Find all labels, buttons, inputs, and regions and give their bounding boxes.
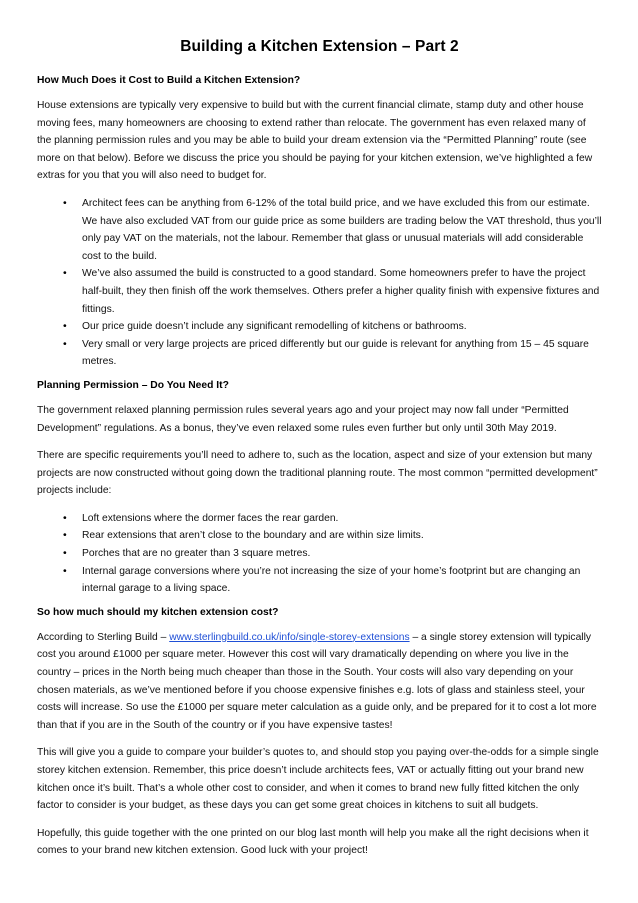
list-item: • Internal garage conversions where you’re not increasing the size of your home’s footprint but are changing an internal garage to a living space. bbox=[41, 563, 602, 598]
bullet-list-extras bbox=[37, 195, 602, 371]
paragraph-closing: Hopefully, this guide together with the one printed on our blog last month will help you make all the right decisions when it comes to your brand new kitchen extension. Good luck with your project! bbox=[37, 827, 589, 857]
list-item: • Loft extensions where the dormer faces the rear garden. bbox=[41, 510, 602, 528]
list-item: • Porches that are no greater than 3 square metres. bbox=[41, 545, 602, 563]
paragraph-planning-2: There are specific requirements you’ll need to adhere to, such as the location, aspect and size of your extension but many projects are now constructed without going down the traditional planning route. The most common “permitted development” projects include: bbox=[37, 450, 598, 497]
list-item: • Architect fees can be anything from 6-12% of the total build price, and we have excluded this from our estimate. We have also excluded VAT from our guide price as some builders are trading below the VAT threshold, thus you’ll only pay VAT on the materials, not the labour. Remember that glass or unusual materials will add considerable cost to the build. bbox=[41, 195, 602, 265]
list-item: • We’ve also assumed the build is constructed to a good standard. Some homeowners prefer to have the project half-built, they then finish off the work themselves. Others prefer a higher quality finish with expensive fixtures and fittings. bbox=[41, 265, 602, 318]
section-heading-planning: Planning Permission – Do You Need It? bbox=[37, 379, 229, 391]
page-title: Building a Kitchen Extension – Part 2 bbox=[180, 38, 459, 55]
bullet-list-permitted bbox=[37, 510, 602, 598]
paragraph-text-after-link: – a single storey extension will typically cost you around £1000 per square meter. However this cost will vary dramatically depending on where you live in the country – prices in the North being much cheaper than those in the South. Your costs will also vary depending on your chosen materials, as we’ve mentioned before if you choose expensive finishes e.g. lots of glass and stainless steel, your costs will increase. So use the £1000 per square meter calculation as a guide only, and be prepared for it to cost a lot more than that if you are in the South of the country or if you have expensive tastes! bbox=[37, 631, 597, 731]
paragraph-sterling-build bbox=[37, 629, 602, 735]
list-item: • Rear extensions that aren’t close to the boundary and are within size limits. bbox=[41, 527, 602, 545]
paragraph-intro: House extensions are typically very expensive to build but with the current financial climate, stamp duty and other house moving fees, many homeowners are choosing to extend rather than relocate. The government has even relaxed many of the planning permission rules and you may be able to build your dream extension via the “Permitted Planning” route (see more on that below). Before we discuss the price you should be paying for your kitchen extension, we’ve highlighted a few extras for you that you will also need to budget for. bbox=[37, 100, 593, 182]
paragraph-guide: This will give you a guide to compare your builder’s quotes to, and should stop you paying over-the-odds for a simple single storey kitchen extension. Remember, this price doesn’t include architects fees, VAT or actually fitting out your brand new kitchen once it’s built. That’s a whole other cost to consider, and when it comes to brand new fully fitted kitchen the only factor to consider is your budget, as these days you can get some great choices in kitchens to suit all budgets. bbox=[37, 747, 599, 812]
list-item: • Very small or very large projects are priced differently but our guide is relevant for anything from 15 – 45 square metres. bbox=[41, 336, 602, 371]
paragraph-planning-1: The government relaxed planning permission rules several years ago and your project may now fall under “Permitted Development” regulations. As a bonus, they’ve even relaxed some rules even further but only until 30th May 2019. bbox=[37, 404, 569, 434]
list-item: • Our price guide doesn’t include any significant remodelling of kitchens or bathrooms. bbox=[41, 318, 602, 336]
section-heading-how-much: So how much should my kitchen extension cost? bbox=[37, 606, 279, 618]
section-heading-cost: How Much Does it Cost to Build a Kitchen Extension? bbox=[37, 75, 301, 86]
paragraph-text-before-link: According to Sterling Build – bbox=[37, 631, 170, 643]
sterling-build-link[interactable]: www.sterlingbuild.co.uk/info/single-storey-extensions bbox=[169, 631, 410, 643]
